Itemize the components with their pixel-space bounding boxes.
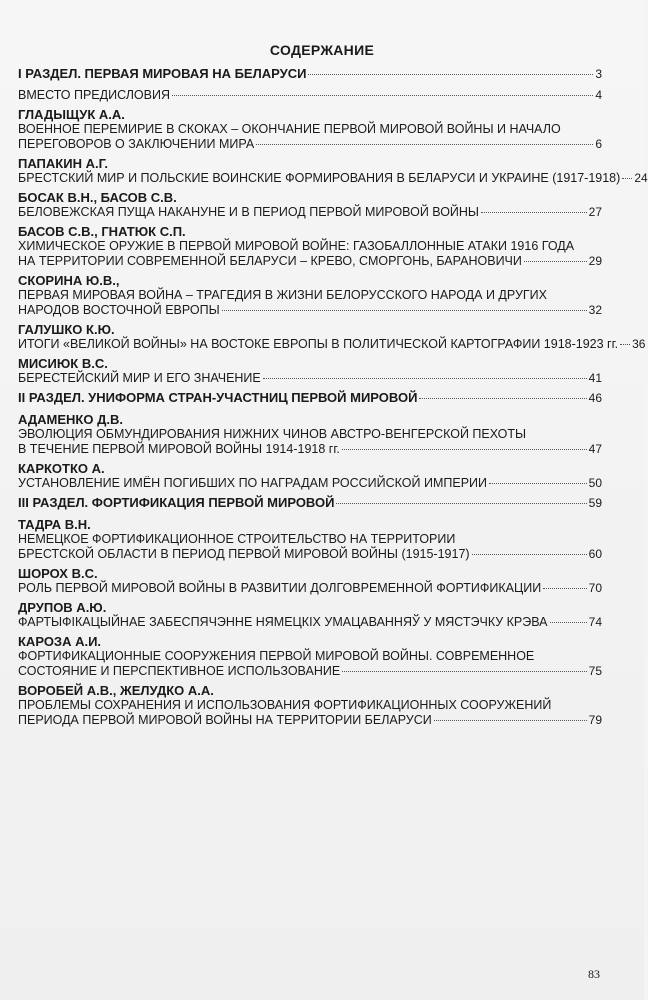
toc-page-number: 6 xyxy=(595,137,602,151)
dot-leader xyxy=(419,398,586,399)
toc-entry-title: ВМЕСТО ПРЕДИСЛОВИЯ xyxy=(18,88,170,102)
toc-page-number: 79 xyxy=(588,713,602,727)
toc-page-number: 60 xyxy=(588,547,602,561)
toc-page-number: 3 xyxy=(595,67,602,81)
toc-line xyxy=(18,205,602,220)
toc-entry xyxy=(18,356,602,386)
dot-leader xyxy=(481,212,587,213)
toc-section-title: I РАЗДЕЛ. ПЕРВАЯ МИРОВАЯ НА БЕЛАРУСИ xyxy=(18,66,307,81)
dot-leader xyxy=(472,554,587,555)
toc-page-number: 41 xyxy=(588,371,602,385)
toc-author: ДРУПОВ А.Ю. xyxy=(18,600,107,615)
toc-entry-title: ПЕРЕГОВОРОВ О ЗАКЛЮЧЕНИИ МИРА xyxy=(18,137,255,151)
toc-line xyxy=(18,649,602,664)
dot-leader xyxy=(620,344,630,345)
dot-leader xyxy=(263,378,587,379)
dot-leader xyxy=(172,95,593,96)
toc-entry-title: ПЕРВАЯ МИРОВАЯ ВОЙНА – ТРАГЕДИЯ В ЖИЗНИ БЕЛОРУССКОГО НАРОДА И ДРУГИХ xyxy=(18,288,547,302)
toc-page-number: 59 xyxy=(588,496,602,510)
dot-leader xyxy=(622,178,632,179)
toc-entry xyxy=(18,566,602,596)
toc-entry-title: БРЕСТСКОЙ ОБЛАСТИ В ПЕРИОД ПЕРВОЙ МИРОВОЙ ВОЙНЫ (1915-1917) xyxy=(18,547,470,561)
toc-line xyxy=(18,547,602,562)
dot-leader xyxy=(342,671,586,672)
toc-entry-title: НЕМЕЦКОЕ ФОРТИФИКАЦИОННОЕ СТРОИТЕЛЬСТВО НА ТЕРРИТОРИИ xyxy=(18,532,456,546)
toc-line xyxy=(18,427,602,442)
toc-entry xyxy=(18,322,646,352)
dot-leader xyxy=(308,74,593,75)
toc-entry-title: ПРОБЛЕМЫ СОХРАНЕНИЯ И ИСПОЛЬЗОВАНИЯ ФОРТИФИКАЦИОННЫХ СООРУЖЕНИЙ xyxy=(18,698,552,712)
toc-line xyxy=(18,288,602,303)
toc-entry-title: В ТЕЧЕНИЕ ПЕРВОЙ МИРОВОЙ ВОЙНЫ 1914-1918 гг. xyxy=(18,442,340,456)
toc-page-number: 27 xyxy=(588,205,602,219)
toc-entry xyxy=(18,461,602,491)
toc-entry xyxy=(18,634,602,679)
toc-page-number: 36 xyxy=(632,337,646,351)
toc-line xyxy=(18,122,602,137)
toc-line xyxy=(18,495,602,511)
toc-entry xyxy=(18,156,648,186)
toc-entry xyxy=(18,273,602,318)
toc-author: БОСАК В.Н., БАСОВ С.В. xyxy=(18,190,177,205)
dot-leader xyxy=(489,483,587,484)
toc-author: МИСИЮК В.С. xyxy=(18,356,108,371)
toc-entry-title: ФОРТИФИКАЦИОННЫЕ СООРУЖЕНИЯ ПЕРВОЙ МИРОВОЙ ВОЙНЫ. СОВРЕМЕННОЕ xyxy=(18,649,535,663)
toc-line xyxy=(18,337,646,352)
toc-entry xyxy=(18,224,602,269)
toc-entry-title: БЕЛОВЕЖСКАЯ ПУЩА НАКАНУНЕ И В ПЕРИОД ПЕРВОЙ МИРОВОЙ ВОЙНЫ xyxy=(18,205,479,219)
dot-leader xyxy=(336,503,586,504)
toc-line xyxy=(18,254,602,269)
toc-line xyxy=(18,442,602,457)
toc-entry xyxy=(18,683,602,728)
toc-line xyxy=(18,66,602,82)
toc-line xyxy=(18,532,602,547)
dot-leader xyxy=(222,310,587,311)
toc-page-number: 46 xyxy=(588,391,602,405)
toc-page-number: 4 xyxy=(595,88,602,102)
toc-entry-title: СОСТОЯНИЕ И ПЕРСПЕКТИВНОЕ ИСПОЛЬЗОВАНИЕ xyxy=(18,664,341,678)
toc-section-title: III РАЗДЕЛ. ФОРТИФИКАЦИЯ ПЕРВОЙ МИРОВОЙ xyxy=(18,495,335,510)
toc-line xyxy=(18,476,602,491)
toc-line xyxy=(18,371,602,386)
toc-author: ГЛАДЫЩУК А.А. xyxy=(18,107,125,122)
toc-page-number: 24 xyxy=(634,171,648,185)
toc-author: БАСОВ С.В., ГНАТЮК С.П. xyxy=(18,224,186,239)
toc-page-number: 29 xyxy=(588,254,602,268)
toc-entry xyxy=(18,412,602,457)
toc-page-number: 70 xyxy=(588,581,602,595)
toc-entry-title: ВОЕННОЕ ПЕРЕМИРИЕ В СКОКАХ – ОКОНЧАНИЕ ПЕРВОЙ МИРОВОЙ ВОЙНЫ И НАЧАЛО xyxy=(18,122,561,136)
toc-section xyxy=(18,390,602,406)
toc-entry-title: ЭВОЛЮЦИЯ ОБМУНДИРОВАНИЯ НИЖНИХ ЧИНОВ АВСТРО-ВЕНГЕРСКОЙ ПЕХОТЫ xyxy=(18,427,527,441)
toc-page-number: 32 xyxy=(588,303,602,317)
toc-author: ВОРОБЕЙ А.В., ЖЕЛУДКО А.А. xyxy=(18,683,214,698)
toc-entry xyxy=(18,600,602,630)
toc-line xyxy=(18,581,602,596)
dot-leader xyxy=(434,720,587,721)
toc-author: ПАПАКИН А.Г. xyxy=(18,156,108,171)
toc-line xyxy=(18,664,602,679)
toc-page-number: 74 xyxy=(588,615,602,629)
toc-entry-title: УСТАНОВЛЕНИЕ ИМЁН ПОГИБШИХ ПО НАГРАДАМ РОССИЙСКОЙ ИМПЕРИИ xyxy=(18,476,488,490)
dot-leader xyxy=(342,449,587,450)
toc-entry-title: ИТОГИ «ВЕЛИКОЙ ВОЙНЫ» НА ВОСТОКЕ ЕВРОПЫ В ПОЛИТИЧЕСКОЙ КАРТОГРАФИИ 1918-1923 гг. xyxy=(18,337,619,351)
toc-author: СКОРИНА Ю.В., xyxy=(18,273,120,288)
toc-entry-title: РОЛЬ ПЕРВОЙ МИРОВОЙ ВОЙНЫ В РАЗВИТИИ ДОЛГОВРЕМЕННОЙ ФОРТИФИКАЦИИ xyxy=(18,581,542,595)
toc-entry xyxy=(18,88,602,103)
toc-entry-title: ХИМИЧЕСКОЕ ОРУЖИЕ В ПЕРВОЙ МИРОВОЙ ВОЙНЕ: ГАЗОБАЛЛОННЫЕ АТАКИ 1916 ГОДА xyxy=(18,239,575,253)
page-number: 83 xyxy=(588,967,600,981)
toc-entry xyxy=(18,517,602,562)
toc-author: АДАМЕНКО Д.В. xyxy=(18,412,123,427)
toc-section xyxy=(18,66,602,82)
toc-author: ТАДРА В.Н. xyxy=(18,517,91,532)
toc-entry-title: НА ТЕРРИТОРИИ СОВРЕМЕННОЙ БЕЛАРУСИ – КРЕВО, СМОРГОНЬ, БАРАНОВИЧИ xyxy=(18,254,522,268)
toc-entry-title: БЕРЕСТЕЙСКИЙ МИР И ЕГО ЗНАЧЕНИЕ xyxy=(18,371,261,385)
toc-line xyxy=(18,713,602,728)
dot-leader xyxy=(550,622,587,623)
toc-entry-title: ФАРТЫФІКАЦЫЙНАЕ ЗАБЕСПЯЧЭННЕ НЯМЕЦКІХ УМАЦАВАННЯЎ У МЯСТЭЧКУ КРЭВА xyxy=(18,615,548,629)
toc-page-number: 75 xyxy=(588,664,602,678)
toc-page-number: 47 xyxy=(588,442,602,456)
toc-line xyxy=(18,239,602,254)
toc-section-title: II РАЗДЕЛ. УНИФОРМА СТРАН-УЧАСТНИЦ ПЕРВОЙ МИРОВОЙ xyxy=(18,390,418,405)
toc-entry xyxy=(18,190,602,220)
page-title: СОДЕРЖАНИЕ xyxy=(269,42,375,58)
toc-entry-title: ПЕРИОДА ПЕРВОЙ МИРОВОЙ ВОЙНЫ НА ТЕРРИТОРИИ БЕЛАРУСИ xyxy=(18,713,432,727)
toc-section xyxy=(18,495,602,511)
toc-page-number: 50 xyxy=(588,476,602,490)
toc-line xyxy=(18,137,602,152)
toc-author: ШОРОХ В.С. xyxy=(18,566,98,581)
toc-entry xyxy=(18,107,602,152)
dot-leader xyxy=(256,144,593,145)
toc-line xyxy=(18,171,648,186)
toc-entry-title: БРЕСТСКИЙ МИР И ПОЛЬСКИЕ ВОИНСКИЕ ФОРМИРОВАНИЯ В БЕЛАРУСИ И УКРАИНЕ (1917-1918) xyxy=(18,171,621,185)
toc-line xyxy=(18,390,602,406)
table-of-contents xyxy=(18,66,648,732)
toc-line xyxy=(18,615,602,630)
toc-author: КАРОЗА А.И. xyxy=(18,634,102,649)
toc-author: ГАЛУШКО К.Ю. xyxy=(18,322,115,337)
dot-leader xyxy=(543,588,586,589)
toc-line xyxy=(18,303,602,318)
toc-entry-title: НАРОДОВ ВОСТОЧНОЙ ЕВРОПЫ xyxy=(18,303,220,317)
toc-line xyxy=(18,88,602,103)
dot-leader xyxy=(524,261,587,262)
toc-author: КАРКОТКО А. xyxy=(18,461,105,476)
toc-line xyxy=(18,698,602,713)
